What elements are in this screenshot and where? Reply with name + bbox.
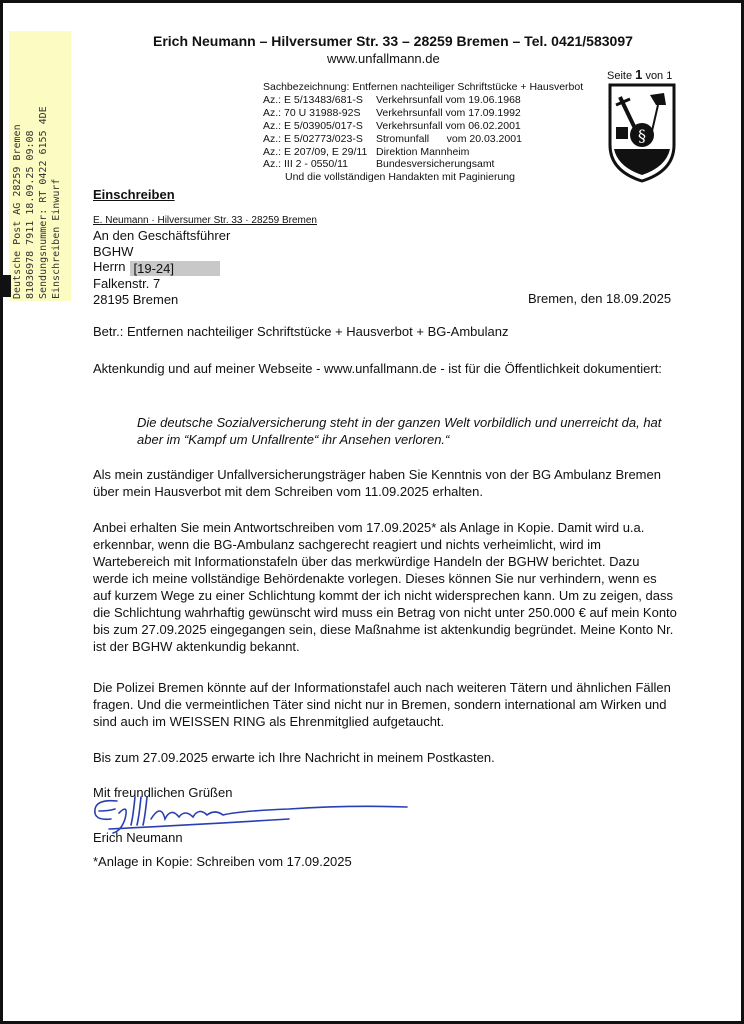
reference-row [263,158,583,171]
paragraph-1: Aktenkundig und auf meiner Webseite - www.unfallmann.de - ist für die Öffentlichkeit dokumentiert: [93,361,662,376]
reference-description: Stromunfall vom 20.03.2001 [376,132,522,145]
reference-az: Az.: E 5/13483/681-S [263,93,363,106]
subject-line: Betr.: Entfernen nachteiliger Schriftstücke + Hausverbot + BG-Ambulanz [93,324,509,339]
reference-az: Az.: E 5/03905/017-S [263,119,363,132]
page-current: 1 [635,67,643,82]
quote-block: Die deutsche Sozialversicherung steht in der ganzen Welt vorbildlich und unerreicht da, hat aber im “Kampf um Unfallrente“ ihr Ansehen verloren.“ [137,415,662,447]
page-number [607,67,672,82]
reference-row [263,107,583,120]
closing: Mit freundlichen Grüßen [93,785,233,800]
stamp-line-3: Sendungsnummer: RT 0422 6155 4DE [38,106,49,299]
letterhead-website: www.unfallmann.de [327,51,440,66]
reference-az: Az.: E 207/09, E 29/11 [263,145,368,158]
reference-row [263,120,583,133]
page-label: Seite [607,70,633,82]
paragraph-shield-emblem [606,83,678,183]
recipient-address [93,228,230,307]
reference-row [263,94,583,107]
sender-return-line: E. Neumann · Hilversumer Str. 33 · 28259 Bremen [93,215,317,226]
reference-az: Az.: E 5/02773/023-S [263,132,363,145]
paragraph-3: Anbei erhalten Sie mein Antwortschreiben vom 17.09.2025* als Anlage in Kopie. Damit wird u.a. erkennbar, wenn die BG-Ambulanz sachgerecht reagiert und nichts verheimlicht, wird im Wartebereich mit Informationstafeln über das merkwürdige Handeln der BGHW berichtet. Dazu werde ich meine vollständige Behördenakte vorlegen. Dieses können Sie nur verhindern, wenn es auf kurzem Wege zu einer Schlichtung kommt der ich nicht widersprechen kann. Um zu zeigen, dass die Schlichtung wahrhaftig gewünscht wird muss ein Betrag von nicht unter 250.000 € auf mein Konto bis zum 27.09.2025 eingegangen sein, diese Maßnahme ist aktenkundig begründet. Meine Konto Nr. ist der BGHW aktenkundig bekannt. [93,520,677,654]
reference-az: Az.: 70 U 31988-92S [263,106,361,119]
recipient-street: Falkenstr. 7 [93,276,161,291]
postal-stamp-text [11,37,69,299]
stamp-line-1: Deutsche Post AG 28259 Bremen [12,124,23,299]
stamp-black-mark [3,275,11,297]
reference-description: Verkehrsunfall vom 19.06.1968 [376,93,521,106]
postal-stamp-label [9,31,71,301]
recipient-name-line [93,259,230,276]
reference-subject: Sachbezeichnung: Entfernen nachteiliger Schriftstücke + Hausverbot [263,81,584,93]
page-of: von 1 [645,70,673,82]
reference-block [263,81,583,184]
svg-text:§: § [638,126,646,145]
reference-row [263,146,583,159]
recipient-city: 28195 Bremen [93,291,179,307]
recipient-line-2: BGHW [93,243,134,259]
paragraph-2: Als mein zuständiger Unfallversicherungsträger haben Sie Kenntnis von der BG Ambulanz Bremen über mein Hausverbot mit dem Schreiben vom 11.09.2025 erhalten. [93,467,661,499]
reference-footer: Und die vollständigen Handakten mit Paginierung [285,171,515,184]
stamp-line-4: Einschreiben Einwurf [51,178,62,299]
paragraph-4: Die Polizei Bremen könnte auf der Informationstafel auch nach weiteren Tätern und ähnlichen Fällen fragen. Und die vermeintlichen Täter sind nicht nur in Bremen, sondern international am Wirken und sind auch im WEISSEN RING als Ehrenmitglied aufgetaucht. [93,680,671,729]
recipient-line-1: An den Geschäftsführer [93,228,231,243]
reference-description: Verkehrsunfall vom 17.09.1992 [376,106,521,119]
reference-az: Az.: III 2 - 0550/11 [263,158,349,171]
reference-row [263,133,583,146]
mail-type-heading: Einschreiben [93,187,175,202]
letter-date: Bremen, den 18.09.2025 [528,291,672,306]
letterhead-name: Erich Neumann – Hilversumer Str. 33 – 28259 Bremen – Tel. 0421/583097 [153,33,633,49]
attachment-note: *Anlage in Kopie: Schreiben vom 17.09.2025 [93,854,352,869]
recipient-salutation: Herrn [93,259,126,274]
stamp-line-2: 81036978 7911 18.09.25 09:08 [25,130,36,299]
signer-name: Erich Neumann [93,830,183,845]
reference-list [263,94,583,171]
redacted-name: [19-24] [130,261,220,276]
reference-description: Verkehrsunfall vom 06.02.2001 [376,119,521,132]
paragraph-5: Bis zum 27.09.2025 erwarte ich Ihre Nachricht in meinem Postkasten. [93,750,495,765]
reference-description: Bundesversicherungsamt [376,158,495,171]
reference-description: Direktion Mannheim [376,145,470,158]
